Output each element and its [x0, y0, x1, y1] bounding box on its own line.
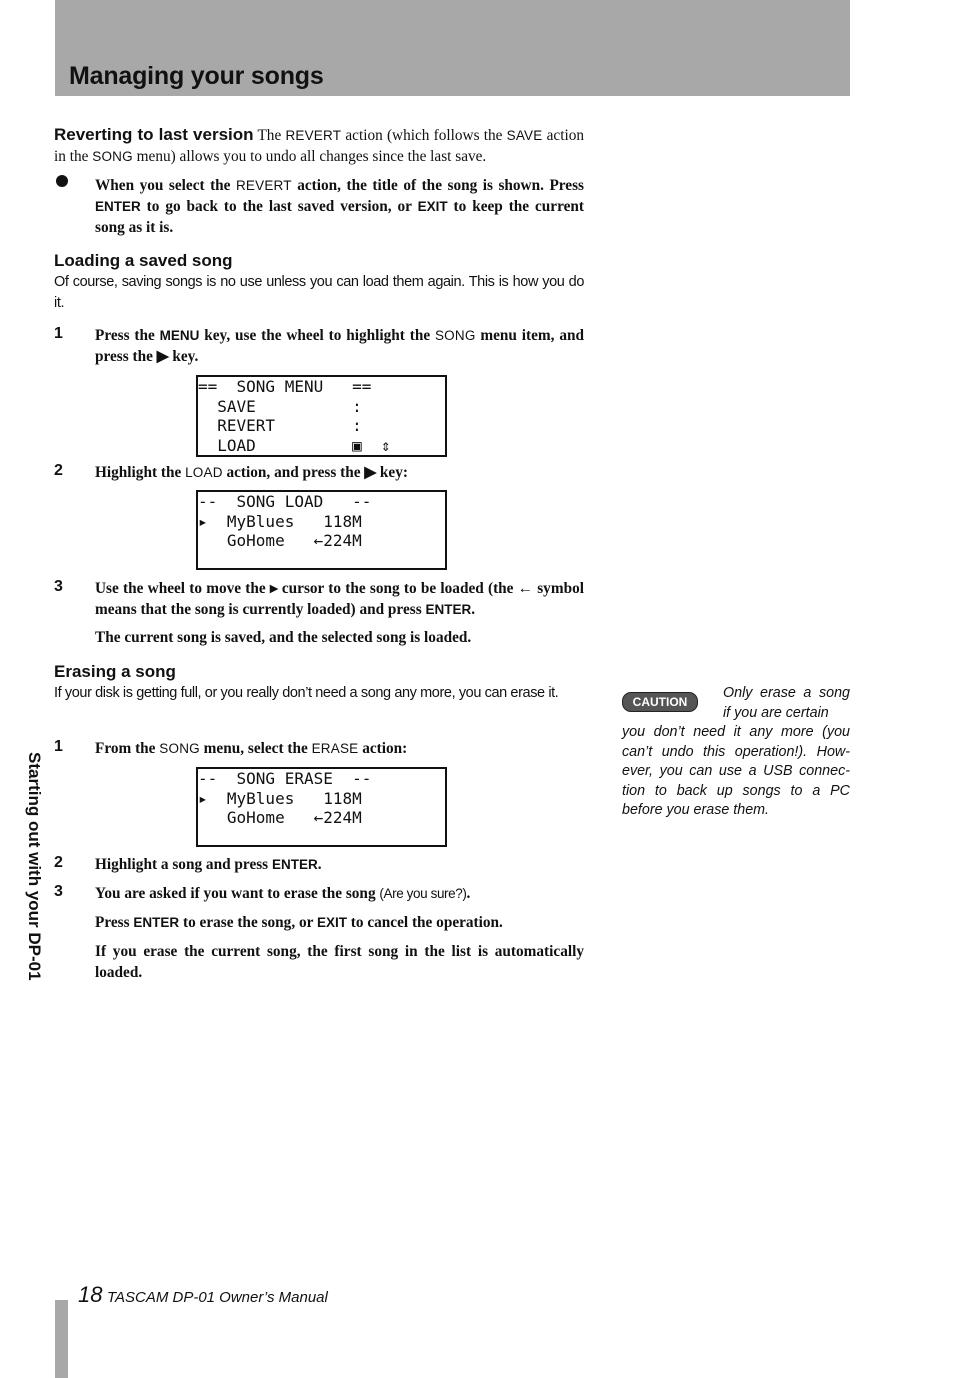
revert-intro-3: action in the [54, 127, 585, 165]
caution-note [622, 684, 850, 821]
step-number: 1 [54, 325, 63, 342]
loading-step-3 [54, 578, 584, 648]
step-text: Press the [95, 327, 160, 344]
loading-step-2 [54, 462, 584, 483]
step-text: symbol means that the song is currently loaded) and press [95, 580, 584, 618]
step-note: The current song is saved, and the selected song is loaded. [95, 629, 472, 646]
save-keyword: SAVE [506, 128, 543, 143]
step-text: Press [95, 914, 134, 931]
lcd-song-menu [196, 375, 447, 457]
revert-intro-4: menu) allows you to undo all changes since the last save. [132, 148, 487, 165]
lcd-song-erase [196, 767, 447, 847]
page-footer [78, 1282, 328, 1308]
erasing-intro: If your disk is getting full, or you really don’t need a song any more, you can erase it. [54, 685, 559, 701]
step-text: . [466, 885, 471, 902]
enter-key: ENTER [425, 602, 472, 617]
side-tab [20, 752, 44, 1042]
revert-bullet [54, 175, 584, 238]
exit-key: EXIT [417, 199, 448, 214]
caution-text-2: you don’t need it any more (you can’t undo this operation!). How-ever, you can use a USB connec-tion to back up songs to a PC before you erase them. [622, 724, 850, 818]
menu-key: MENU [159, 328, 200, 343]
step-text: to cancel the operation. [346, 914, 503, 931]
manual-title: TASCAM DP-01 Owner’s Manual [106, 1289, 328, 1306]
step-text: to erase the song, or [179, 914, 317, 931]
caution-text-1: Only erase a song if you are certain [723, 685, 850, 721]
step-text: menu, select the [199, 740, 312, 757]
erasing-heading: Erasing a song [54, 662, 176, 681]
lcd-line: == SONG MENU == [198, 377, 372, 396]
lcd-line: -- SONG ERASE -- [198, 769, 372, 788]
revert-intro-2: action (which follows the [341, 127, 507, 144]
step-text: action, and press the [222, 464, 365, 481]
bullet-text: to go back to the last saved version, or [140, 198, 418, 215]
play-arrow-icon: ▶ [364, 464, 377, 481]
exit-key: EXIT [316, 915, 347, 930]
erasing-step-3 [54, 883, 584, 983]
bullet-text: to keep the current song as it is. [95, 198, 585, 236]
step-text: From the [95, 740, 160, 757]
loading-intro: Of course, saving songs is no use unless you can load them again. This is how you do it. [54, 274, 584, 311]
step-text: key. [168, 348, 199, 365]
revert-keyword: REVERT [235, 178, 292, 193]
step-text: key, use the wheel to highlight the [199, 327, 435, 344]
play-arrow-icon: ▶ [156, 348, 169, 365]
step-number: 3 [54, 883, 63, 900]
lcd-line: GoHome ←224M [198, 531, 362, 550]
song-keyword: SONG [159, 741, 200, 756]
step-text: cursor to the song to be loaded (the [277, 580, 518, 597]
revert-keyword: REVERT [285, 128, 342, 143]
cursor-icon: ▸ [269, 580, 278, 597]
step-text: key: [376, 464, 408, 481]
lcd-line: -- SONG LOAD -- [198, 492, 372, 511]
erasing-step-2 [54, 854, 584, 875]
page-number: 18 [78, 1282, 103, 1307]
page-header [55, 0, 850, 96]
page-title: Managing your songs [69, 62, 324, 90]
lcd-line: GoHome ←224M [198, 808, 362, 827]
erasing-section [54, 661, 584, 704]
step-number: 2 [54, 462, 63, 479]
footer-bar [55, 1300, 68, 1378]
lcd-line: REVERT : [198, 416, 362, 435]
step-text: action: [358, 740, 408, 757]
erasing-step-1 [54, 738, 584, 759]
load-keyword: LOAD [185, 465, 223, 480]
lcd-line: SAVE : [198, 396, 362, 416]
loading-heading: Loading a saved song [54, 251, 233, 270]
loading-section [54, 250, 584, 314]
song-keyword: SONG [92, 149, 133, 164]
enter-key: ENTER [95, 199, 141, 214]
step-number: 2 [54, 854, 63, 871]
revert-section [54, 124, 584, 167]
lcd-line: ▸ MyBlues 118M [198, 788, 362, 808]
lcd-line: LOAD ▣ ⇕ [198, 435, 391, 455]
erase-keyword: ERASE [311, 741, 359, 756]
caution-badge: CAUTION [622, 692, 698, 712]
side-tab-label: Starting out with your DP-01 [25, 752, 44, 981]
step-text: . [317, 856, 322, 873]
step-text: Highlight the [95, 464, 186, 481]
enter-key: ENTER [271, 857, 318, 872]
song-keyword: SONG [434, 328, 476, 343]
step-number: 3 [54, 578, 63, 595]
bullet-text: action, the title of the song is shown. Press [291, 177, 584, 194]
step-note: If you erase the current song, the first song in the list is automatically loaded. [95, 943, 584, 981]
confirm-prompt: (Are you sure?) [379, 886, 467, 901]
revert-heading: Reverting to last version [54, 125, 254, 144]
step-number: 1 [54, 738, 63, 755]
left-arrow-icon: ← [517, 580, 533, 597]
enter-key: ENTER [133, 915, 180, 930]
lcd-song-load [196, 490, 447, 570]
revert-intro: The [253, 127, 286, 144]
step-text: . [471, 601, 476, 618]
step-text: You are asked if you want to erase the song [95, 885, 380, 902]
step-text: Highlight a song and press [95, 856, 272, 873]
bullet-text: When you select the [95, 177, 236, 194]
step-text: menu item, and press the [95, 327, 584, 365]
step-text: Use the wheel to move the [95, 580, 270, 597]
loading-step-1 [54, 325, 584, 367]
lcd-line: ▸ MyBlues 118M [198, 511, 362, 531]
